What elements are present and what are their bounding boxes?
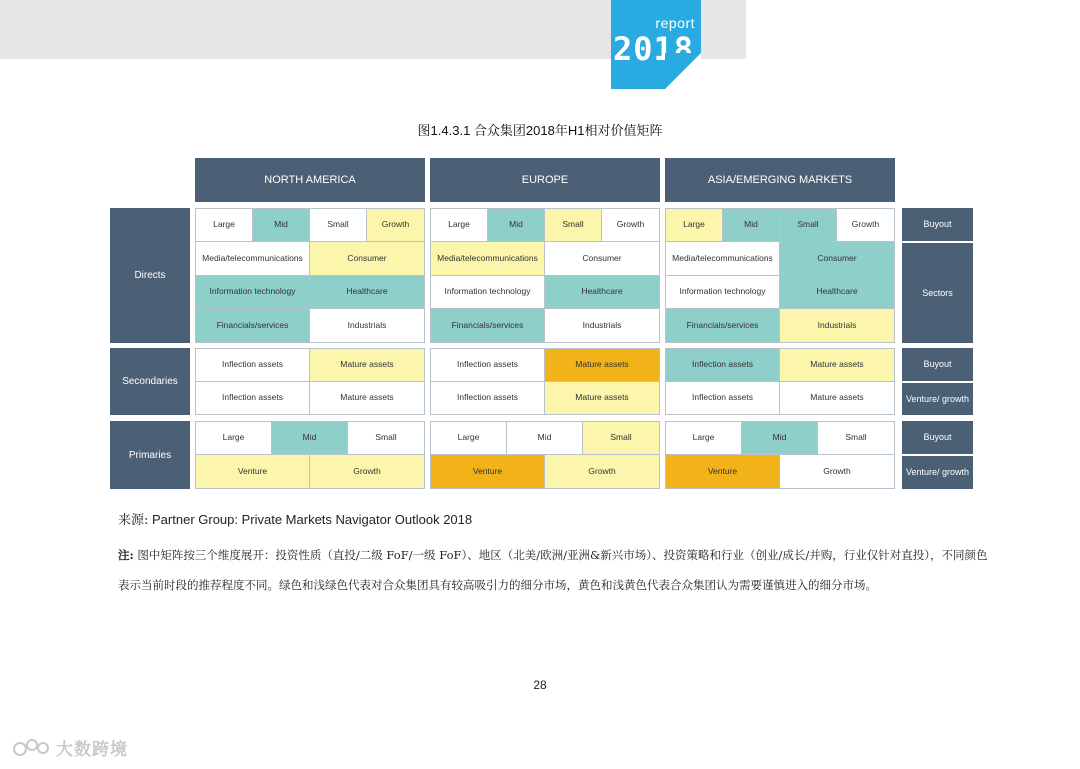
note-text: 图中矩阵按三个维度展开：投资性质（直投/二级 FoF/一级 FoF）、地区（北美/欧洲/亚洲&新兴市场）、投资策略和行业（创业/成长/并购，行业仅针对直投），不同颜色表示当前时段的推荐程度不同。绿色和浅绿色代表对合众集团具有较高吸引力的细分市场，黄色和浅黄色代表合众集团认为需要谨慎进入的细分市场。: [118, 548, 988, 592]
primaries-panel-north-america: [195, 421, 425, 489]
matrix-cell: Mature assets: [545, 382, 659, 415]
right-label-buyout-primaries: Buyout: [902, 421, 973, 454]
note-paragraph: [118, 540, 998, 600]
matrix-cell: Growth: [545, 455, 659, 488]
right-label-buyout-directs: Buyout: [902, 208, 973, 241]
source-label: 来源:: [118, 513, 149, 528]
matrix-cell: Healthcare: [545, 276, 659, 309]
matrix-cell: Consumer: [780, 242, 894, 275]
matrix-cell: Small: [780, 209, 837, 242]
directs-panel-north-america: [195, 208, 425, 343]
matrix-cell: Small: [583, 422, 659, 455]
matrix-cell: Mid: [723, 209, 780, 242]
matrix-cell: Mature assets: [310, 349, 424, 382]
note-label: 注:: [118, 548, 134, 562]
row-label-directs: Directs: [110, 208, 190, 343]
right-label-sectors: Sectors: [902, 243, 973, 343]
watermark: [12, 735, 128, 760]
right-label-venture-growth-primaries: Venture/ growth: [902, 456, 973, 489]
row-label-secondaries: Secondaries: [110, 348, 190, 415]
matrix-cell: Information technology: [666, 276, 780, 309]
page-number: 28: [533, 678, 547, 692]
matrix-cell: Mature assets: [780, 349, 894, 382]
matrix-cell: Growth: [602, 209, 659, 242]
matrix-cell: Media/telecommunications: [196, 242, 310, 275]
right-label-buyout-secondaries: Buyout: [902, 348, 973, 381]
matrix-cell: Venture: [666, 455, 780, 488]
matrix-cell: Mid: [253, 209, 310, 242]
matrix-cell: Growth: [780, 455, 894, 488]
matrix-cell: Information technology: [431, 276, 545, 309]
source-line: [118, 509, 472, 528]
matrix-cell: Large: [196, 422, 272, 455]
matrix-cell: Large: [196, 209, 253, 242]
secondaries-panel-north-america: [195, 348, 425, 415]
right-label-venture-growth-secondaries: Venture/ growth: [902, 383, 973, 415]
badge-fold-corner: [665, 53, 701, 89]
matrix-cell: Mature assets: [780, 382, 894, 415]
matrix-cell: Small: [545, 209, 602, 242]
matrix-cell: Financials/services: [196, 309, 310, 342]
matrix-cell: Healthcare: [310, 276, 424, 309]
watermark-logo-icon: [12, 737, 52, 759]
badge-label: report: [655, 15, 695, 31]
directs-panel-europe: [430, 208, 660, 343]
source-text: Partner Group: Private Markets Navigator Outlook 2018: [152, 512, 473, 527]
matrix-cell: Large: [666, 209, 723, 242]
figure-title: 图1.4.3.1 合众集团2018年H1相对价值矩阵: [417, 123, 663, 138]
region-header-north-america: NORTH AMERICA: [195, 158, 425, 202]
matrix-cell: Venture: [431, 455, 545, 488]
matrix-cell: Mid: [272, 422, 348, 455]
matrix-cell: Industrials: [780, 309, 894, 342]
matrix-cell: Media/telecommunications: [431, 242, 545, 275]
primaries-panel-europe: [430, 421, 660, 489]
matrix-cell: Information technology: [196, 276, 310, 309]
region-header-asia: ASIA/EMERGING MARKETS: [665, 158, 895, 202]
matrix-cell: Financials/services: [666, 309, 780, 342]
matrix-cell: Mid: [488, 209, 545, 242]
matrix-cell: Consumer: [310, 242, 424, 275]
matrix-cell: Mature assets: [545, 349, 659, 382]
matrix-cell: Inflection assets: [431, 382, 545, 415]
matrix-cell: Large: [431, 209, 488, 242]
matrix-cell: Small: [818, 422, 894, 455]
matrix-cell: Inflection assets: [431, 349, 545, 382]
primaries-panel-asia: [665, 421, 895, 489]
matrix-cell: Inflection assets: [196, 382, 310, 415]
matrix-cell: Mid: [742, 422, 818, 455]
matrix-cell: Growth: [367, 209, 424, 242]
matrix-cell: Media/telecommunications: [666, 242, 780, 275]
region-header-europe: EUROPE: [430, 158, 660, 202]
matrix-cell: Financials/services: [431, 309, 545, 342]
matrix-cell: Mid: [507, 422, 583, 455]
matrix-cell: Growth: [310, 455, 424, 488]
matrix-cell: Large: [666, 422, 742, 455]
matrix-cell: Industrials: [310, 309, 424, 342]
matrix-cell: Industrials: [545, 309, 659, 342]
badge-year: 2018: [613, 30, 695, 68]
matrix-cell: Inflection assets: [666, 349, 780, 382]
row-label-primaries: Primaries: [110, 421, 190, 489]
matrix-cell: Large: [431, 422, 507, 455]
matrix-cell: Growth: [837, 209, 894, 242]
matrix-cell: Consumer: [545, 242, 659, 275]
secondaries-panel-europe: [430, 348, 660, 415]
secondaries-panel-asia: [665, 348, 895, 415]
matrix-cell: Inflection assets: [666, 382, 780, 415]
matrix-cell: Inflection assets: [196, 349, 310, 382]
matrix-cell: Small: [348, 422, 424, 455]
watermark-text: 大数跨境: [56, 740, 128, 759]
matrix-cell: Mature assets: [310, 382, 424, 415]
matrix-cell: Small: [310, 209, 367, 242]
report-year-badge: [611, 0, 701, 89]
directs-panel-asia: [665, 208, 895, 343]
matrix-cell: Venture: [196, 455, 310, 488]
matrix-cell: Healthcare: [780, 276, 894, 309]
